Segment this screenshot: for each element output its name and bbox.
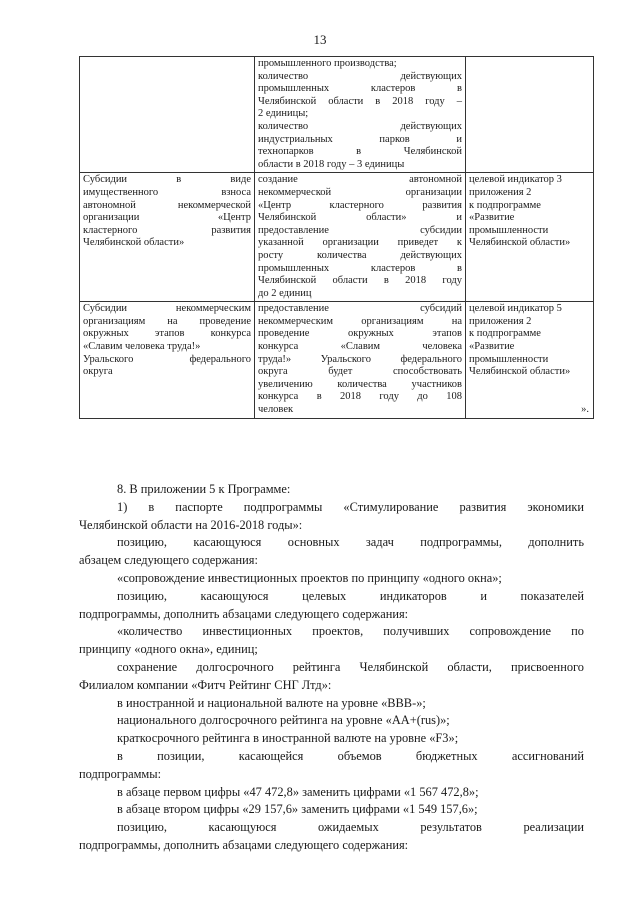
cell-line: предоставление субсидии	[258, 224, 462, 236]
paragraph-line: в позиции, касающейся объемов бюджетных ассигнований	[117, 748, 584, 763]
cell-line: промышленных кластеров в	[258, 83, 462, 95]
paragraph-line: национального долгосрочного рейтинга на уровне «AA+(rus)»;	[117, 713, 450, 728]
cell-line: количество действующих	[258, 70, 462, 82]
cell-line: округа	[83, 366, 113, 378]
cell-line: Уральского федерального	[83, 353, 251, 365]
cell-line: предоставление субсидий	[258, 303, 462, 315]
document-body	[79, 481, 584, 855]
paragraph-line: позицию, касающуюся ожидаемых результатов реализации	[117, 820, 584, 835]
section-heading: 8. В приложении 5 к Программе:	[117, 482, 291, 496]
cell-line: труда!» Уральского федерального	[258, 353, 462, 365]
cell-line: Челябинской области» и	[258, 212, 462, 224]
cell-line: приложения 2	[469, 315, 532, 327]
cell-line: окружных этапов конкурса	[83, 328, 251, 340]
cell-line: Субсидии в виде	[83, 174, 251, 186]
cell-line: промышленных кластеров в	[258, 262, 462, 274]
paragraph-line: принципу «одного окна», единиц;	[79, 642, 258, 657]
cell-line: к подпрограмме	[469, 199, 541, 211]
cell-line: к подпрограмме	[469, 328, 541, 340]
paragraph-line: «количество инвестиционных проектов, получивших сопровождение по	[117, 624, 584, 639]
cell-line: создание автономной	[258, 174, 462, 186]
cell-line: Челябинской области в 2018 году –	[258, 95, 462, 107]
cell-line: «Славим человека труда!»	[83, 341, 201, 353]
cell-line: Челябинской области»	[469, 366, 571, 378]
cell-line: имущественного взноса	[83, 186, 251, 198]
cell-line: «Развитие	[469, 341, 515, 353]
cell-line: индустриальных парков и	[258, 133, 462, 145]
cell-line: приложения 2	[469, 186, 532, 198]
paragraph-line: «сопровождение инвестиционных проектов по принципу «одного окна»;	[117, 570, 502, 585]
cell-line: «Центр кластерного развития	[258, 199, 462, 211]
cell-line: промышленного производства;	[258, 58, 397, 69]
paragraph-line: Челябинской области на 2016-2018 годы»:	[79, 517, 303, 532]
table-row	[80, 57, 594, 173]
cell-line: целевой индикатор 5	[469, 303, 562, 315]
cell-line: росту количества действующих	[258, 249, 462, 261]
cell-line: Челябинской области»	[469, 237, 571, 249]
cell-line: человек	[258, 404, 294, 416]
table-cell-indicator	[466, 302, 594, 418]
cell-line: кластерного развития	[83, 224, 251, 236]
table-cell-result	[255, 57, 466, 173]
cell-line: области в 2018 году – 3 единицы	[258, 158, 405, 170]
paragraph-line: в иностранной и национальной валюте на уровне «BBB-»;	[117, 695, 426, 710]
paragraph-line: подпрограммы:	[79, 766, 162, 781]
cell-line: указанной организации приведет к	[258, 237, 462, 249]
table-row	[80, 173, 594, 302]
paragraph-line: подпрограммы, дополнить абзацами следующего содержания:	[79, 606, 409, 621]
cell-line: Челябинской области в 2018 году	[258, 275, 462, 287]
cell-line: увеличению количества участников	[258, 378, 462, 390]
cell-line: 2 единицы;	[258, 108, 309, 120]
cell-line: целевой индикатор 3	[469, 174, 562, 186]
indicators-table	[79, 56, 594, 419]
cell-line: до 2 единиц	[258, 287, 312, 299]
paragraph-line: подпрограммы, дополнить абзацами следующего содержания:	[79, 837, 409, 852]
table-cell-subsidy	[80, 173, 255, 302]
cell-line: некоммерческой организации	[258, 186, 462, 198]
paragraph-line: сохранение долгосрочного рейтинга Челябинской области, присвоенного	[117, 659, 584, 674]
table-row	[80, 302, 594, 418]
table-cell-indicator	[466, 57, 594, 173]
paragraph-line: в абзаце первом цифры «47 472,8» заменить цифрами «1 567 472,8»;	[117, 784, 479, 799]
page-number: 13	[313, 32, 327, 47]
paragraph-line: 1) в паспорте подпрограммы «Стимулирование развития экономики	[117, 499, 584, 514]
cell-line: количество действующих	[258, 120, 462, 132]
paragraph-line: Филиалом компании «Фитч Рейтинг СНГ Лтд»:	[79, 677, 332, 692]
table-cell-subsidy	[80, 302, 255, 418]
cell-line: некоммерческим организациям на	[258, 315, 462, 327]
paragraph-line: абзацем следующего содержания:	[79, 553, 258, 568]
cell-line: технопарков в Челябинской	[258, 146, 462, 158]
cell-line: промышленности	[469, 353, 549, 365]
paragraph-line: краткосрочного рейтинга в иностранной валюте на уровне «F3»;	[117, 731, 459, 746]
cell-line: конкурса в 2018 году до 108	[258, 391, 462, 403]
table-cell-result	[255, 173, 466, 302]
cell-line: конкурса «Славим человека	[258, 341, 462, 353]
cell-line: автономной некоммерческой	[83, 199, 251, 211]
cell-line: Челябинской области»	[83, 237, 185, 249]
cell-line: организациям на проведение	[83, 315, 251, 327]
paragraph-line: позицию, касающуюся основных задач подпрограммы, дополнить	[117, 535, 584, 550]
table-cell-subsidy	[80, 57, 255, 173]
paragraph-line: в абзаце втором цифры «29 157,6» заменить цифрами «1 549 157,6»;	[117, 802, 478, 817]
table-cell-indicator	[466, 173, 594, 302]
closing-quote: ».	[581, 404, 589, 416]
cell-line: Субсидии некоммерческим	[83, 303, 251, 315]
paragraph-line: позицию, касающуюся целевых индикаторов и показателей	[117, 588, 584, 603]
cell-line: проведение окружных этапов	[258, 328, 462, 340]
cell-line: организации «Центр	[83, 212, 251, 224]
table-cell-result	[255, 302, 466, 418]
cell-line: округа будет способствовать	[258, 366, 462, 378]
cell-line: промышленности	[469, 224, 549, 236]
cell-line: «Развитие	[469, 212, 515, 224]
